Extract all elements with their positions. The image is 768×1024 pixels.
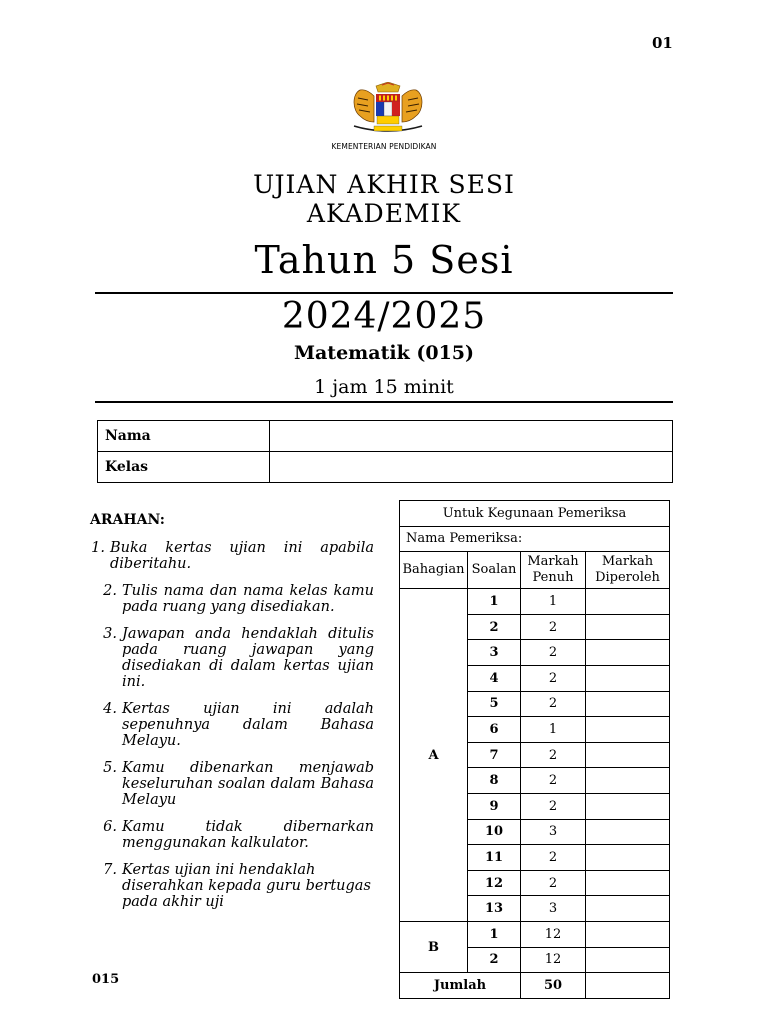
full-marks-cell: 12 <box>521 921 586 947</box>
question-number: 9 <box>468 793 521 819</box>
question-number: 6 <box>468 717 521 743</box>
crest-caption: KEMENTERIAN PENDIDIKAN <box>331 142 437 151</box>
section-label: B <box>400 921 468 972</box>
instructions-title: ARAHAN: <box>90 512 165 528</box>
examiner-score-table <box>399 500 670 999</box>
full-marks-cell: 3 <box>521 819 586 845</box>
score-rows <box>400 589 670 973</box>
obtained-marks-field[interactable] <box>586 793 670 819</box>
full-marks-cell: 12 <box>521 947 586 973</box>
header-obtained-line-1: Markah <box>601 554 654 570</box>
obtained-marks-field[interactable] <box>586 589 670 615</box>
instruction-number: 2. <box>103 583 117 599</box>
full-marks-cell: 2 <box>521 870 586 896</box>
full-marks-cell: 2 <box>521 768 586 794</box>
instruction-text: Jawapan anda hendaklah ditulis pada ruang jawapan yang disediakan di dalam kertas ujian ini. <box>122 626 374 690</box>
instruction-text: Tulis nama dan nama kelas kamu pada ruang yang disediakan. <box>122 583 374 615</box>
obtained-marks-field[interactable] <box>586 768 670 794</box>
obtained-marks-field[interactable] <box>586 845 670 871</box>
obtained-marks-field[interactable] <box>586 640 670 666</box>
title-divider-top <box>95 292 673 294</box>
header-full-marks-line-2: Penuh <box>532 570 574 586</box>
instruction-number: 4. <box>103 701 117 717</box>
info-row-class <box>98 452 673 483</box>
instruction-number: 1. <box>91 540 105 556</box>
question-number: 11 <box>468 845 521 871</box>
full-marks-cell: 1 <box>521 717 586 743</box>
title-divider-bottom <box>95 401 673 403</box>
instructions-list <box>88 540 374 921</box>
info-row-name <box>98 421 673 452</box>
year-title: Tahun 5 Sesi <box>254 238 514 282</box>
instruction-number: 6. <box>103 819 117 835</box>
obtained-marks-field[interactable] <box>586 742 670 768</box>
coat-of-arms-logo <box>346 82 430 136</box>
obtained-marks-field[interactable] <box>586 921 670 947</box>
question-number: 2 <box>468 614 521 640</box>
page-number: 01 <box>652 34 673 52</box>
question-number: 1 <box>468 589 521 615</box>
instruction-item <box>88 760 374 808</box>
header-section: Bahagian <box>400 552 468 589</box>
name-field[interactable] <box>270 421 673 452</box>
subject-title: Matematik (015) <box>293 342 475 364</box>
question-number: 7 <box>468 742 521 768</box>
instruction-item <box>88 540 374 572</box>
instruction-item <box>88 626 374 690</box>
instruction-item <box>88 583 374 615</box>
instruction-item <box>88 819 374 851</box>
total-obtained-field[interactable] <box>586 973 670 999</box>
header-question: Soalan <box>468 552 521 589</box>
obtained-marks-field[interactable] <box>586 614 670 640</box>
full-marks-cell: 1 <box>521 589 586 615</box>
student-info-table <box>97 420 673 483</box>
question-number: 8 <box>468 768 521 794</box>
full-marks-cell: 2 <box>521 640 586 666</box>
obtained-marks-field[interactable] <box>586 819 670 845</box>
header-full-marks <box>521 552 586 589</box>
section-label: A <box>400 589 468 922</box>
class-label: Kelas <box>98 452 270 483</box>
full-marks-cell: 2 <box>521 614 586 640</box>
instruction-text: Buka kertas ujian ini apabila diberitahu. <box>110 540 374 572</box>
score-row <box>400 589 670 615</box>
full-marks-cell: 3 <box>521 896 586 922</box>
full-marks-cell: 2 <box>521 845 586 871</box>
total-full-marks: 50 <box>521 973 586 999</box>
score-row <box>400 921 670 947</box>
obtained-marks-field[interactable] <box>586 665 670 691</box>
footer-code: 015 <box>92 972 120 987</box>
question-number: 3 <box>468 640 521 666</box>
full-marks-cell: 2 <box>521 793 586 819</box>
exam-title-line-1: UJIAN AKHIR SESI <box>253 170 515 199</box>
header-obtained-marks <box>586 552 670 589</box>
instruction-text: Kertas ujian ini hendaklah diserahkan kepada guru bertugas pada akhir uji <box>122 862 371 910</box>
examiner-name-field[interactable]: Nama Pemeriksa: <box>400 526 670 552</box>
obtained-marks-field[interactable] <box>586 896 670 922</box>
full-marks-cell: 2 <box>521 665 586 691</box>
session-title: 2024/2025 <box>281 296 487 337</box>
question-number: 5 <box>468 691 521 717</box>
obtained-marks-field[interactable] <box>586 870 670 896</box>
instruction-number: 3. <box>103 626 117 642</box>
question-number: 12 <box>468 870 521 896</box>
header-obtained-line-2: Diperoleh <box>595 570 660 586</box>
instruction-item <box>88 701 374 749</box>
instruction-text: Kamu tidak dibernarkan menggunakan kalkulator. <box>122 819 374 851</box>
obtained-marks-field[interactable] <box>586 717 670 743</box>
header-full-marks-line-1: Markah <box>527 554 579 570</box>
question-number: 4 <box>468 665 521 691</box>
total-label: Jumlah <box>400 973 521 999</box>
full-marks-cell: 2 <box>521 691 586 717</box>
name-label: Nama <box>98 421 270 452</box>
score-table-title: Untuk Kegunaan Pemeriksa <box>400 501 670 527</box>
obtained-marks-field[interactable] <box>586 691 670 717</box>
obtained-marks-field[interactable] <box>586 947 670 973</box>
instruction-number: 5. <box>103 760 117 776</box>
instruction-text: Kamu dibenarkan menjawab keseluruhan soalan dalam Bahasa Melayu <box>122 760 374 808</box>
exam-duration: 1 jam 15 minit <box>314 376 454 398</box>
class-field[interactable] <box>270 452 673 483</box>
full-marks-cell: 2 <box>521 742 586 768</box>
instruction-item <box>88 862 374 910</box>
question-number: 1 <box>468 921 521 947</box>
exam-title-line-2: AKADEMIK <box>306 199 462 228</box>
exam-title <box>150 170 618 228</box>
question-number: 13 <box>468 896 521 922</box>
question-number: 2 <box>468 947 521 973</box>
instruction-text: Kertas ujian ini adalah sepenuhnya dalam Bahasa Melayu. <box>122 701 374 749</box>
instruction-number: 7. <box>103 862 117 878</box>
question-number: 10 <box>468 819 521 845</box>
